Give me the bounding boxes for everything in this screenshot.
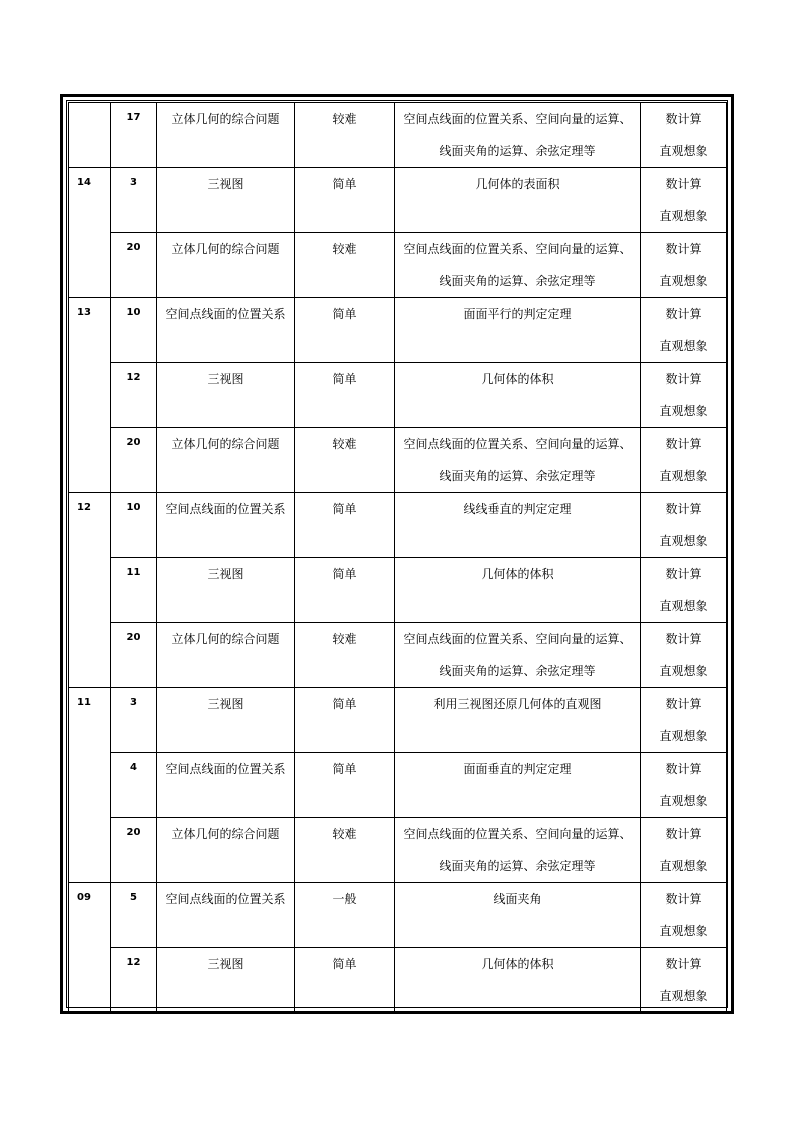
table-row (69, 168, 727, 233)
topic-cell: 立体几何的综合问题 (157, 233, 295, 298)
question-number-cell: 12 (111, 363, 157, 428)
year-cell: 11 (69, 688, 111, 883)
question-number-cell: 5 (111, 883, 157, 948)
knowledge-point-cell: 线面夹角 (395, 883, 641, 948)
table-row (69, 493, 727, 558)
question-number-cell: 4 (111, 753, 157, 818)
literacy-cell: 数计算 直观想象 (641, 623, 727, 688)
question-number-cell: 20 (111, 623, 157, 688)
question-number-cell: 10 (111, 298, 157, 363)
table-row (69, 103, 727, 168)
table-row (69, 818, 727, 883)
difficulty-cell: 简单 (295, 948, 395, 1013)
knowledge-point-cell: 几何体的体积 (395, 363, 641, 428)
question-number-cell: 20 (111, 233, 157, 298)
year-cell: 13 (69, 298, 111, 493)
difficulty-cell: 较难 (295, 428, 395, 493)
topic-cell: 立体几何的综合问题 (157, 623, 295, 688)
knowledge-point-cell: 线线垂直的判定定理 (395, 493, 641, 558)
topic-cell: 三视图 (157, 168, 295, 233)
year-cell: 12 (69, 493, 111, 688)
year-cell: 09 (69, 883, 111, 1013)
literacy-cell: 数计算 直观想象 (641, 818, 727, 883)
table-row (69, 298, 727, 363)
knowledge-point-cell: 面面平行的判定定理 (395, 298, 641, 363)
knowledge-point-cell: 几何体的体积 (395, 558, 641, 623)
difficulty-cell: 一般 (295, 883, 395, 948)
table-row (69, 623, 727, 688)
literacy-cell: 数计算 直观想象 (641, 233, 727, 298)
literacy-cell: 数计算 直观想象 (641, 688, 727, 753)
table-frame-inner (66, 100, 728, 1008)
topic-cell: 立体几何的综合问题 (157, 428, 295, 493)
table-row (69, 883, 727, 948)
topic-cell: 三视图 (157, 948, 295, 1013)
difficulty-cell: 较难 (295, 233, 395, 298)
table-frame (60, 94, 734, 1014)
literacy-cell: 数计算 直观想象 (641, 428, 727, 493)
question-number-cell: 3 (111, 168, 157, 233)
difficulty-cell: 较难 (295, 818, 395, 883)
knowledge-point-cell: 几何体的表面积 (395, 168, 641, 233)
table-row (69, 753, 727, 818)
knowledge-point-cell: 面面垂直的判定定理 (395, 753, 641, 818)
knowledge-point-cell: 空间点线面的位置关系、空间向量的运算、 线面夹角的运算、余弦定理等 (395, 623, 641, 688)
question-number-cell: 17 (111, 103, 157, 168)
literacy-cell: 数计算 直观想象 (641, 363, 727, 428)
question-number-cell: 10 (111, 493, 157, 558)
knowledge-point-cell: 空间点线面的位置关系、空间向量的运算、 线面夹角的运算、余弦定理等 (395, 818, 641, 883)
difficulty-cell: 简单 (295, 688, 395, 753)
topic-cell: 空间点线面的位置关系 (157, 753, 295, 818)
difficulty-cell: 简单 (295, 298, 395, 363)
topic-cell: 空间点线面的位置关系 (157, 298, 295, 363)
literacy-cell: 数计算 直观想象 (641, 948, 727, 1013)
year-cell (69, 103, 111, 168)
literacy-cell: 数计算 直观想象 (641, 493, 727, 558)
literacy-cell: 数计算 直观想象 (641, 883, 727, 948)
topic-cell: 三视图 (157, 558, 295, 623)
topic-cell: 空间点线面的位置关系 (157, 883, 295, 948)
question-number-cell: 3 (111, 688, 157, 753)
table-row (69, 558, 727, 623)
difficulty-cell: 简单 (295, 493, 395, 558)
topic-cell: 三视图 (157, 688, 295, 753)
question-number-cell: 12 (111, 948, 157, 1013)
table-row (69, 948, 727, 1013)
table-row (69, 428, 727, 493)
knowledge-point-cell: 空间点线面的位置关系、空间向量的运算、 线面夹角的运算、余弦定理等 (395, 233, 641, 298)
exam-analysis-table (68, 102, 727, 1013)
literacy-cell: 数计算 直观想象 (641, 298, 727, 363)
topic-cell: 立体几何的综合问题 (157, 818, 295, 883)
year-cell: 14 (69, 168, 111, 298)
literacy-cell: 数计算 直观想象 (641, 103, 727, 168)
difficulty-cell: 简单 (295, 168, 395, 233)
literacy-cell: 数计算 直观想象 (641, 168, 727, 233)
topic-cell: 空间点线面的位置关系 (157, 493, 295, 558)
knowledge-point-cell: 空间点线面的位置关系、空间向量的运算、 线面夹角的运算、余弦定理等 (395, 103, 641, 168)
table-row (69, 233, 727, 298)
topic-cell: 立体几何的综合问题 (157, 103, 295, 168)
question-number-cell: 20 (111, 428, 157, 493)
difficulty-cell: 较难 (295, 103, 395, 168)
knowledge-point-cell: 利用三视图还原几何体的直观图 (395, 688, 641, 753)
literacy-cell: 数计算 直观想象 (641, 753, 727, 818)
difficulty-cell: 简单 (295, 363, 395, 428)
difficulty-cell: 简单 (295, 558, 395, 623)
table-row (69, 688, 727, 753)
difficulty-cell: 较难 (295, 623, 395, 688)
question-number-cell: 11 (111, 558, 157, 623)
difficulty-cell: 简单 (295, 753, 395, 818)
literacy-cell: 数计算 直观想象 (641, 558, 727, 623)
knowledge-point-cell: 几何体的体积 (395, 948, 641, 1013)
knowledge-point-cell: 空间点线面的位置关系、空间向量的运算、 线面夹角的运算、余弦定理等 (395, 428, 641, 493)
question-number-cell: 20 (111, 818, 157, 883)
topic-cell: 三视图 (157, 363, 295, 428)
table-row (69, 363, 727, 428)
